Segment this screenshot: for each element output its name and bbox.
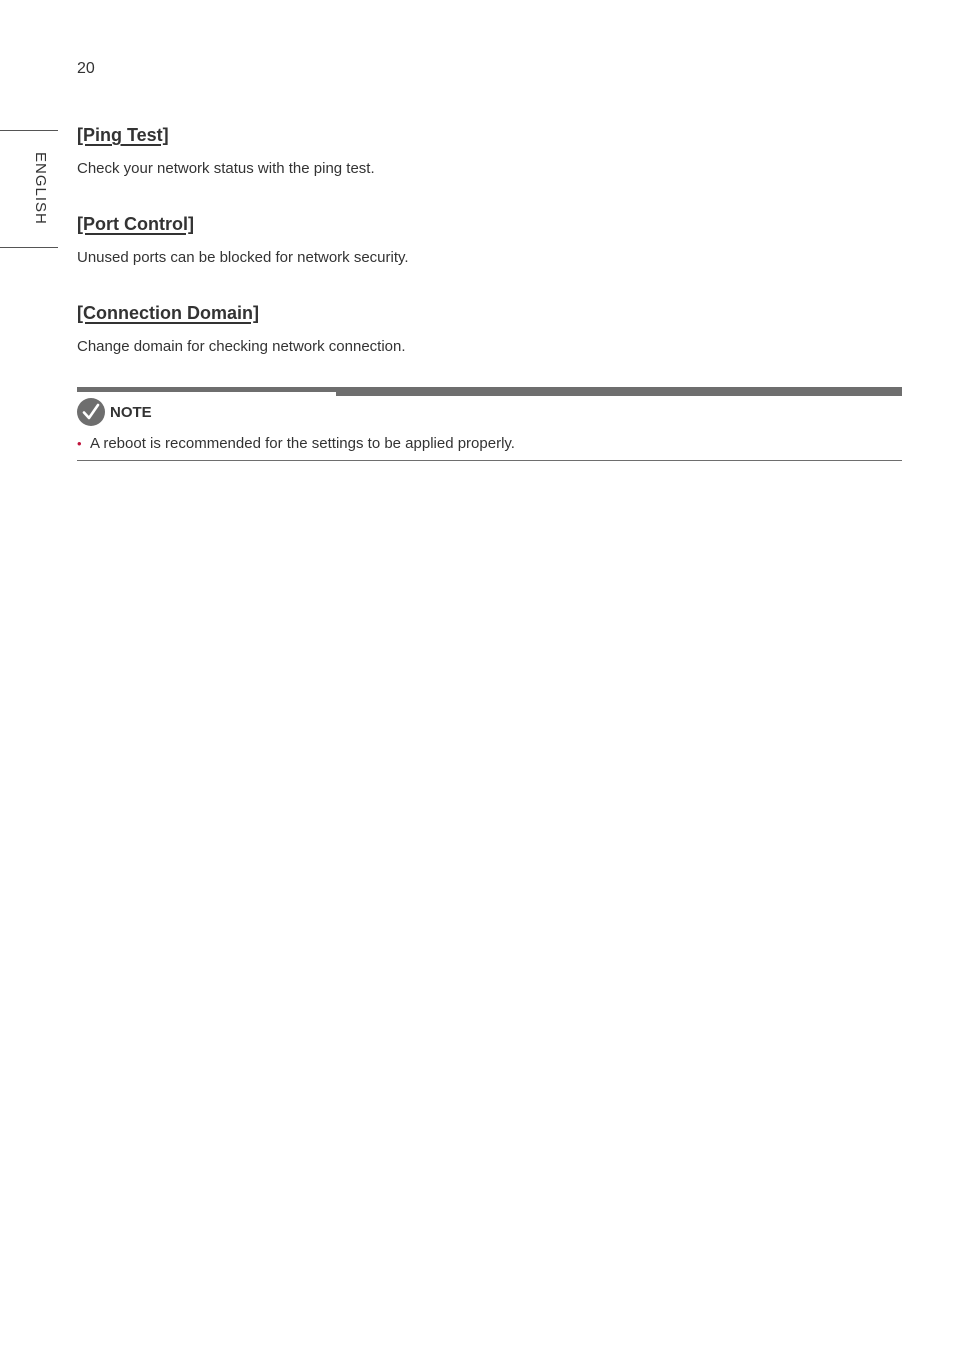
note-top-rule-right bbox=[336, 387, 902, 396]
section-heading: [Connection Domain] bbox=[77, 303, 259, 323]
note-list-item bbox=[77, 435, 902, 452]
language-side-tab bbox=[0, 130, 58, 248]
section-body: Unused ports can be blocked for network security. bbox=[77, 249, 409, 266]
check-circle-icon bbox=[77, 398, 105, 426]
section-body: Check your network status with the ping test. bbox=[77, 160, 375, 177]
section-connection-domain bbox=[77, 303, 406, 355]
note-item-text: A reboot is recommended for the settings to be applied properly. bbox=[90, 435, 515, 452]
section-body: Change domain for checking network connection. bbox=[77, 338, 406, 355]
section-port-control bbox=[77, 214, 409, 266]
page-number: 20 bbox=[77, 60, 95, 77]
bullet-icon: • bbox=[77, 436, 82, 451]
note-bottom-rule bbox=[77, 460, 902, 461]
section-ping-test bbox=[77, 125, 375, 177]
section-heading: [Ping Test] bbox=[77, 125, 169, 145]
note-title: NOTE bbox=[110, 403, 152, 421]
note-header bbox=[77, 397, 902, 427]
language-tab-label: ENGLISH bbox=[32, 152, 49, 225]
note-box bbox=[77, 387, 902, 461]
note-top-rule-left bbox=[77, 387, 336, 392]
note-top-rule bbox=[77, 387, 902, 396]
section-heading: [Port Control] bbox=[77, 214, 194, 234]
